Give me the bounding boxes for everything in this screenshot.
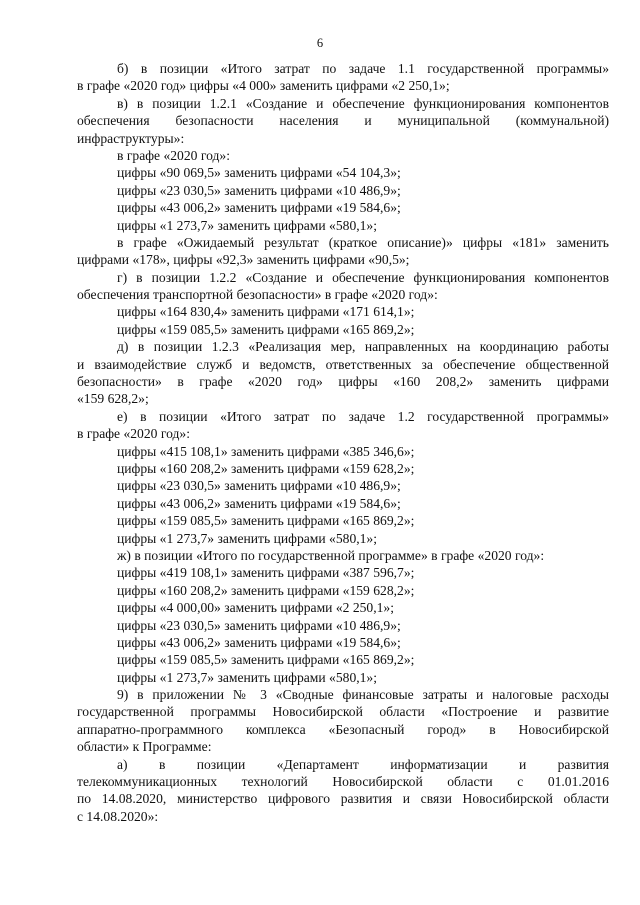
text-line: обеспечения безопасности населения и муниципальной (коммунальной) <box>77 113 609 129</box>
text-line: цифры «159 085,5» заменить цифрами «165 869,2»; <box>117 321 415 337</box>
text-line: цифры «43 006,2» заменить цифрами «19 584,6»; <box>117 200 401 216</box>
text-line: 9) в приложении № 3 «Сводные финансовые затраты и налоговые расходы <box>117 687 609 703</box>
text-line: а) в позиции «Департамент информатизации и развития <box>117 756 609 772</box>
text-line: цифры «1 273,7» заменить цифрами «580,1»; <box>117 669 378 685</box>
text-line: е) в позиции «Итого затрат по задаче 1.2 государственной программы» <box>117 408 609 424</box>
text-line: в графе «2020 год» цифры «4 000» заменить цифрами «2 250,1»; <box>77 78 450 94</box>
text-line: цифры «90 069,5» заменить цифрами «54 104,3»; <box>117 165 401 181</box>
text-line: цифры «415 108,1» заменить цифрами «385 346,6»; <box>117 443 415 459</box>
text-line: цифры «43 006,2» заменить цифрами «19 584,6»; <box>117 634 401 650</box>
document-body <box>77 60 609 825</box>
text-line: по 14.08.2020, министерство цифрового развития и связи Новосибирской области <box>77 791 609 807</box>
text-line: г) в позиции 1.2.2 «Создание и обеспечение функционирования компонентов <box>117 269 609 285</box>
text-line: государственной программы Новосибирской области «Построение и развитие <box>77 704 609 720</box>
text-line: цифры «159 085,5» заменить цифрами «165 869,2»; <box>117 513 415 529</box>
text-line: цифры «4 000,00» заменить цифрами «2 250,1»; <box>117 600 394 616</box>
text-line: цифры «160 208,2» заменить цифрами «159 628,2»; <box>117 582 415 598</box>
text-line: цифры «43 006,2» заменить цифрами «19 584,6»; <box>117 495 401 511</box>
text-line: цифры «419 108,1» заменить цифрами «387 596,7»; <box>117 565 415 581</box>
text-line: и взаимодействие служб и ведомств, ответственных за обеспечение общественной <box>77 356 609 372</box>
text-line: «159 628,2»; <box>77 391 149 407</box>
text-line: цифры «164 830,4» заменить цифрами «171 614,1»; <box>117 304 415 320</box>
text-line: области» к Программе: <box>77 739 212 755</box>
text-line: цифры «23 030,5» заменить цифрами «10 486,9»; <box>117 478 401 494</box>
text-line: цифрами «178», цифры «92,3» заменить цифрами «90,5»; <box>77 252 410 268</box>
text-line: в графе «Ожидаемый результат (краткое описание)» цифры «181» заменить <box>117 234 609 250</box>
text-line: с 14.08.2020»: <box>77 808 159 824</box>
text-line: д) в позиции 1.2.3 «Реализация мер, направленных на координацию работы <box>117 339 609 355</box>
text-line: цифры «23 030,5» заменить цифрами «10 486,9»; <box>117 182 401 198</box>
text-line: цифры «160 208,2» заменить цифрами «159 628,2»; <box>117 460 415 476</box>
text-line: в графе «2020 год»: <box>117 147 230 163</box>
text-line: обеспечения транспортной безопасности» в графе «2020 год»: <box>77 287 438 303</box>
text-line: ж) в позиции «Итого по государственной программе» в графе «2020 год»: <box>117 547 545 563</box>
text-line: в графе «2020 год»: <box>77 426 190 442</box>
text-line: безопасности» в графе «2020 год» цифры «160 208,2» заменить цифрами <box>77 374 609 390</box>
text-line: аппаратно-программного комплекса «Безопасный город» в Новосибирской <box>77 721 609 737</box>
text-line: телекоммуникационных технологий Новосибирской области с 01.01.2016 <box>77 774 609 790</box>
text-line: цифры «159 085,5» заменить цифрами «165 869,2»; <box>117 652 415 668</box>
text-line: цифры «1 273,7» заменить цифрами «580,1»; <box>117 530 378 546</box>
text-line: инфраструктуры»: <box>77 130 185 146</box>
text-line: в) в позиции 1.2.1 «Создание и обеспечение функционирования компонентов <box>117 95 609 111</box>
text-line: цифры «23 030,5» заменить цифрами «10 486,9»; <box>117 617 401 633</box>
page-number: 6 <box>316 36 324 50</box>
text-line: цифры «1 273,7» заменить цифрами «580,1»; <box>117 217 378 233</box>
text-line: б) в позиции «Итого затрат по задаче 1.1 государственной программы» <box>117 61 609 76</box>
